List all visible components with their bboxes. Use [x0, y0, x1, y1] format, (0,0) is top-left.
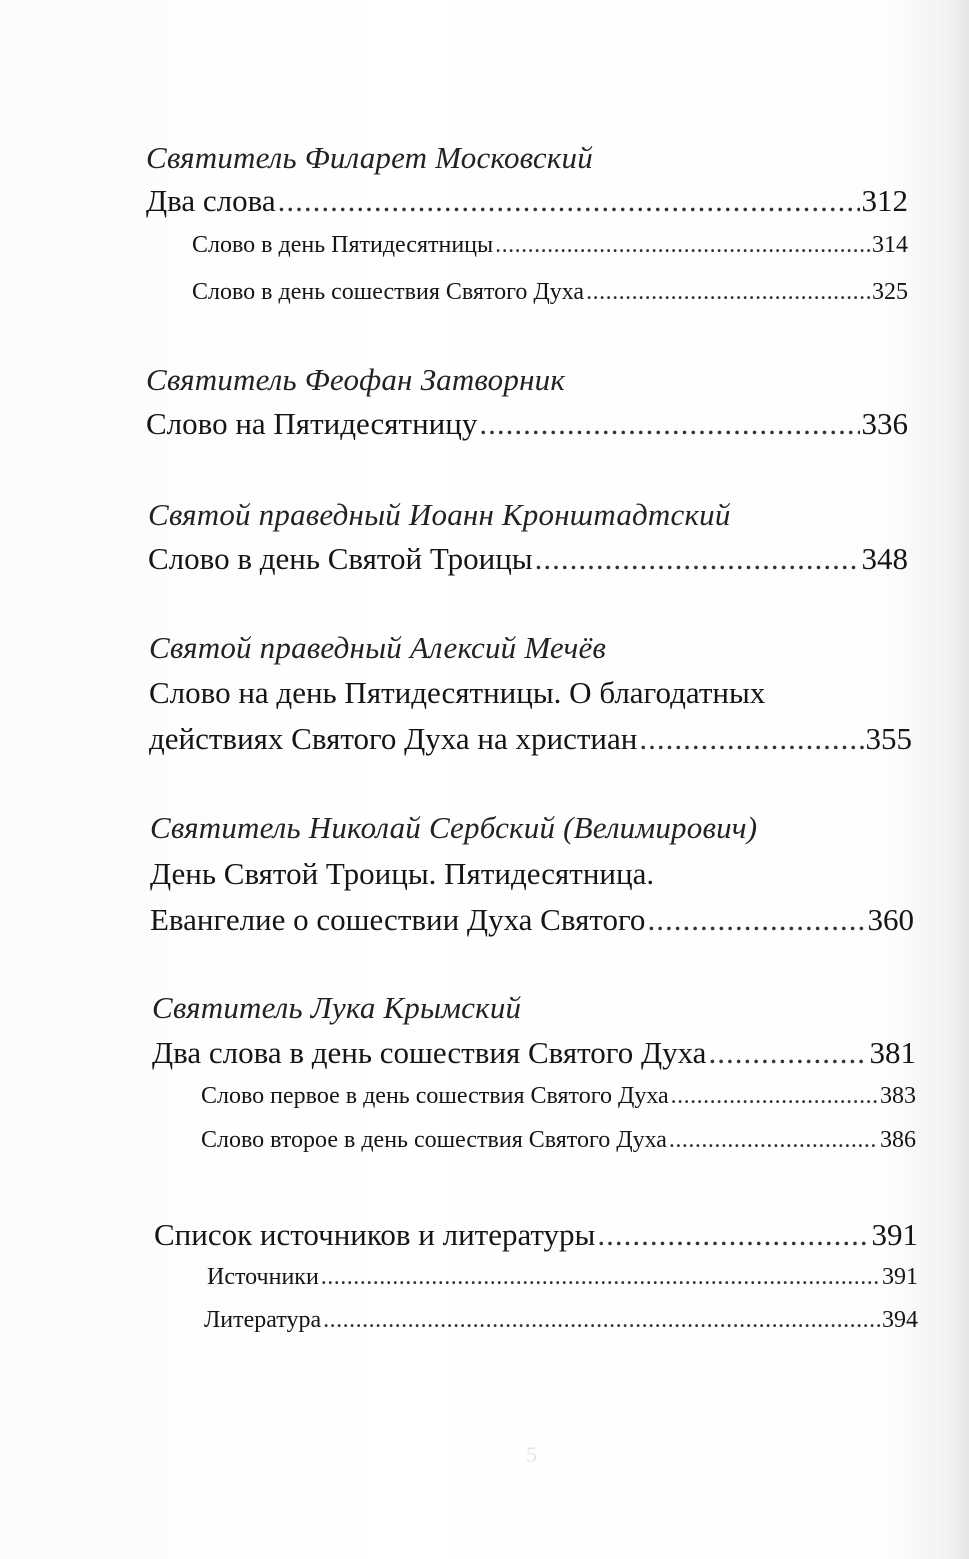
- toc-entry-title: Источники: [207, 1264, 319, 1290]
- toc-entry-title: действиях Святого Духа на христиан: [149, 721, 638, 756]
- toc-entry-title: Слово в день Святой Троицы: [148, 541, 533, 576]
- toc-entry-title: Слово на Пятидесятницу: [146, 406, 478, 441]
- leader-dots: [671, 1083, 878, 1110]
- toc-entry[interactable]: [146, 183, 908, 219]
- toc-subentry[interactable]: [201, 1127, 916, 1154]
- toc-page-number: 348: [861, 541, 908, 576]
- leader-dots: [586, 279, 870, 306]
- toc-page-number: 314: [872, 232, 908, 258]
- toc-page-number: 381: [869, 1035, 916, 1070]
- toc-page-number: 391: [871, 1217, 918, 1252]
- author-heading: Святой праведный Алексий Мечёв: [149, 630, 607, 665]
- toc-page-number: 336: [861, 406, 908, 441]
- toc-subentry[interactable]: [204, 1307, 918, 1334]
- toc-page-number: 312: [861, 183, 908, 218]
- toc-page-number: 325: [872, 279, 908, 305]
- toc-entry-title: Слово в день Пятидесятницы: [192, 232, 494, 258]
- leader-dots: [321, 1264, 880, 1291]
- toc-entry-title: Слово второе в день сошествия Святого Духа: [201, 1127, 667, 1153]
- toc-entry-title: Два слова: [146, 183, 276, 218]
- toc-entry-title: Два слова в день сошествия Святого Духа: [152, 1035, 707, 1070]
- author-heading: Святой праведный Иоанн Кронштадтский: [148, 497, 731, 532]
- toc-page-number: 386: [880, 1127, 916, 1153]
- toc-entry-title: Список источников и литературы: [154, 1217, 596, 1252]
- toc-entry-title-line: День Святой Троицы. Пятидесятница.: [150, 856, 655, 891]
- leader-dots: [323, 1307, 880, 1334]
- toc-subentry[interactable]: [192, 279, 908, 306]
- toc-entry[interactable]: [148, 541, 908, 577]
- toc-entry-title-line: Слово на день Пятидесятницы. О благодатных: [149, 675, 766, 710]
- author-heading: Святитель Феофан Затворник: [146, 362, 566, 397]
- leader-dots: [647, 902, 865, 938]
- toc-entry-title: Литература: [204, 1307, 322, 1333]
- leader-dots: [535, 541, 860, 577]
- leader-dots: [708, 1035, 867, 1071]
- toc-entry[interactable]: [146, 406, 908, 442]
- leader-dots: [479, 406, 859, 442]
- toc-entry-title: Слово в день сошествия Святого Духа: [192, 279, 585, 305]
- toc-page-number: 360: [867, 902, 914, 937]
- toc-entry-title: Евангелие о сошествии Духа Святого: [150, 902, 646, 937]
- author-heading: Святитель Филарет Московский: [146, 140, 593, 175]
- leader-dots: [597, 1217, 869, 1253]
- page-number-folio: 5: [526, 1442, 537, 1467]
- toc-subentry[interactable]: [201, 1083, 916, 1110]
- toc-entry[interactable]: [152, 1035, 916, 1071]
- toc-page-number: 391: [882, 1264, 918, 1290]
- toc-subentry[interactable]: [207, 1264, 918, 1291]
- toc-page-number: 383: [880, 1083, 916, 1109]
- toc-page-number: 355: [865, 721, 912, 756]
- toc-entry[interactable]: [154, 1217, 918, 1253]
- toc-entry[interactable]: [149, 721, 912, 757]
- toc-page-number: 394: [882, 1307, 918, 1333]
- leader-dots: [278, 183, 860, 219]
- leader-dots: [639, 721, 863, 757]
- toc-entry[interactable]: [150, 902, 914, 938]
- author-heading: Святитель Лука Крымский: [152, 990, 522, 1025]
- toc-entry-title: Слово первое в день сошествия Святого Духа: [201, 1083, 669, 1109]
- author-heading: Святитель Николай Сербский (Велимирович): [150, 810, 758, 845]
- leader-dots: [669, 1127, 878, 1154]
- leader-dots: [495, 232, 870, 259]
- toc-subentry[interactable]: [192, 232, 908, 259]
